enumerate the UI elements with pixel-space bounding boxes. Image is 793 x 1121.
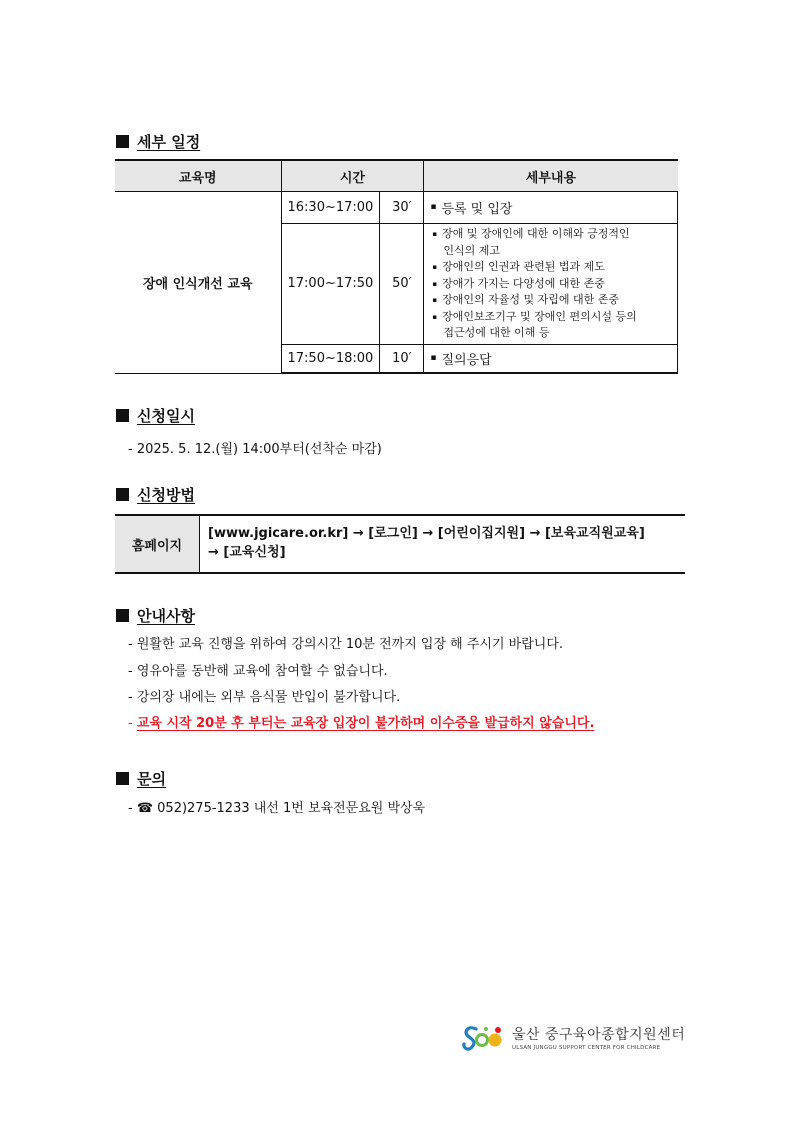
- square-bullet-icon: [116, 409, 129, 422]
- header-course: 교육명: [115, 160, 281, 192]
- schedule-table: [115, 159, 678, 374]
- notice-warning-line: - 교육 시작 20분 후 부터는 교육장 입장이 불가하며 이수증을 발급하지 않습니다.: [128, 716, 595, 731]
- center-name-ko: 울산 중구육아종합지원센터: [512, 1026, 686, 1043]
- section-title: 안내사항: [137, 607, 195, 625]
- method-path: [www.jgicare.or.kr] → [로그인] → [어린이집지원] → [보육교직원교육] → [교육신청]: [208, 526, 645, 560]
- row-detail: ▪ 등록 및 입장: [424, 192, 678, 224]
- section-title: 세부 일정: [137, 133, 201, 151]
- bullet-icon: ▪: [430, 202, 437, 212]
- section-title: 문의: [137, 770, 166, 788]
- square-bullet-icon: [116, 609, 129, 622]
- bullet-icon: ▪: [432, 296, 438, 304]
- row-time: 17:00~17:50: [281, 224, 380, 345]
- square-bullet-icon: [116, 772, 129, 785]
- notice-item: - 영유아를 동반해 교육에 참여할 수 없습니다.: [128, 664, 388, 679]
- row-time: 16:30~17:00: [281, 192, 380, 224]
- square-bullet-icon: [116, 488, 129, 501]
- notice-heading: [116, 605, 195, 626]
- bullet-icon: ▪: [432, 263, 438, 271]
- apply-date-text: - 2025. 5. 12.(월) 14:00부터(선착순 마감): [128, 442, 382, 457]
- bullet-icon: ▪: [432, 312, 438, 321]
- header-time: 시간: [281, 160, 424, 192]
- row-detail-list: ▪ 장애 및 장애인에 대한 이해와 긍정적인 인식의 제고 ▪ 장애인의 인권과 관련된 법과 제도 ▪ 장애가 가지는 다양성에 대한 존중 ▪ 장애인의 자율성 및 자립에 대한 존중 ▪ 장애인보조기구 및 장애인 편의시설 등의 접근성에 대한 이해 등: [424, 224, 678, 345]
- apply-date-heading: [116, 405, 195, 426]
- center-name-en: ULSAN JUNGGU SUPPORT CENTER FOR CHILDCARE: [512, 1044, 661, 1051]
- header-detail: 세부내용: [424, 160, 678, 192]
- schedule-section-heading: [116, 131, 200, 152]
- method-label: 홈페이지: [115, 516, 200, 572]
- apply-method-table: [115, 514, 685, 574]
- row-duration: 30′: [380, 192, 424, 224]
- bullet-icon: ▪: [432, 230, 438, 238]
- center-logo: [462, 1023, 685, 1051]
- row-duration: 10′: [380, 344, 424, 373]
- row-time: 17:50~18:00: [281, 344, 380, 373]
- notice-item: - 강의장 내에는 외부 음식물 반입이 불가합니다.: [128, 690, 401, 705]
- bullet-icon: ▪: [432, 279, 438, 288]
- table-header-row: [115, 160, 678, 192]
- contact-heading: [116, 768, 166, 789]
- bullet-icon: ▪: [430, 352, 437, 363]
- notice-item: - 원활한 교육 진행을 위하여 강의시간 10분 전까지 입장 해 주시기 바랍니다.: [128, 637, 564, 652]
- row-duration: 50′: [380, 224, 424, 345]
- section-title: 신청방법: [137, 486, 195, 504]
- course-name: 장애 인식개선 교육: [115, 192, 281, 374]
- table-row: [115, 192, 678, 224]
- center-logo-icon: [462, 1023, 506, 1051]
- section-title: 신청일시: [137, 407, 195, 425]
- contact-text: - ☎ 052)275-1233 내선 1번 보육전문요원 박상욱: [128, 801, 426, 816]
- row-detail: ▪ 질의응답: [424, 344, 678, 373]
- apply-method-heading: [116, 484, 195, 505]
- square-bullet-icon: [116, 135, 129, 148]
- notice-warning: 교육 시작 20분 후 부터는 교육장 입장이 불가하며 이수증을 발급하지 않습니다.: [136, 716, 595, 731]
